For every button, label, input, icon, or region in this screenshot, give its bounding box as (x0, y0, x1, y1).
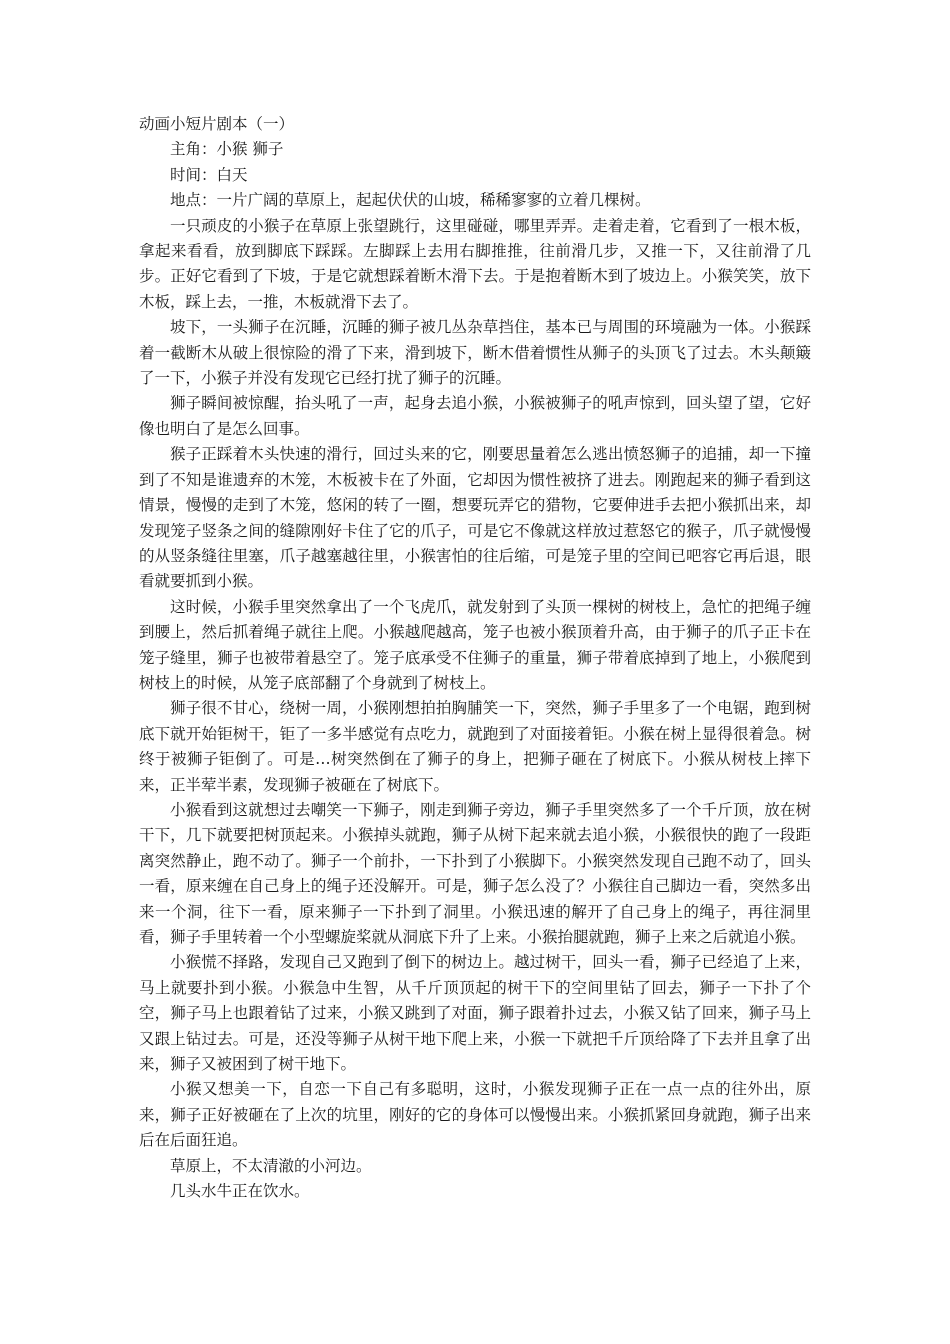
paragraph: 草原上，不太清澈的小河边。 (170, 1156, 372, 1175)
script-title: 动画小短片剧本（一） (139, 115, 295, 133)
paragraph: 小猴慌不择路，发现自己又跑到了倒下的树边上。越过树干，回头一看，狮子已经追了上来，马上就要扑到小猴。小猴急中生智，从千斤顶顶起的树干下的空间里钻了回去，狮子一下扑了个空，狮子马上也跟着钻了过来，小猴又跳到了对面，狮子跟着扑过去，小猴又钻了回来，狮子马上又跟上钻过去。可是，还没等狮子从树干地下爬上来，小猴一下就把千斤顶给降了下去并且拿了出来，狮子又被困到了树干地下。 (139, 953, 811, 1074)
time-line: 时间：白天 (170, 165, 248, 184)
paragraph: 几头水牛正在饮水。 (170, 1182, 310, 1201)
paragraph: 狮子很不甘心，绕树一周，小猴刚想拍拍胸脯笑一下，突然，狮子手里多了一个电锯，跑到树底下就开始钜树干，钜了一多半感觉有点吃力，就跑到了对面接着钜。小猴在树上显得很着急。树终于被狮子钜倒了。可是…树突然倒在了狮子的身上，把狮子砸在了树底下。小猴从树枝上摔下来，正半荤半素，发现狮子被砸在了树底下。 (139, 699, 811, 794)
place-line: 地点：一片广阔的草原上，起起伏伏的山坡，稀稀寥寥的立着几棵树。 (170, 191, 651, 210)
paragraph: 猴子正踩着木头快速的滑行，回过头来的它，刚要思量着怎么逃出愤怒狮子的追捕，却一下撞到了不知是谁遗弃的木笼，木板被卡在了外面，它却因为惯性被挤了进去。刚跑起来的狮子看到这情景，慢慢的走到了木笼，悠闲的转了一圈，想要玩弄它的猎物，它要伸进手去把小猴抓出来，却发现笼子竖条之间的缝隙刚好卡住了它的爪子，可是它不像就这样放过惹怒它的猴子，爪子就慢慢的从竖条缝往里塞，爪子越塞越往里，小猴害怕的往后缩，可是笼子里的空间已吧容它再后退，眼看就要抓到小猴。 (139, 445, 811, 591)
protagonists-line: 主角：小猴 狮子 (170, 140, 284, 159)
paragraph: 一只顽皮的小猴子在草原上张望跳行，这里碰碰，哪里弄弄。走着走着，它看到了一根木板，拿起来看看，放到脚底下踩踩。左脚踩上去用右脚推推，往前滑几步，又推一下，又往前滑了几步。正好它看到了下坡，于是它就想踩着断木滑下去。于是抱着断木到了坡边上。小猴笑笑，放下木板，踩上去，一推，木板就滑下去了。 (139, 216, 811, 311)
paragraph: 这时候，小猴手里突然拿出了一个飞虎爪，就发射到了头顶一棵树的树枝上，急忙的把绳子缠到腰上，然后抓着绳子就往上爬。小猴越爬越高，笼子也被小猴顶着升高，由于狮子的爪子正卡在笼子缝里，狮子也被带着悬空了。笼子底承受不住狮子的重量，狮子带着底掉到了地上，小猴爬到树枝上的时候，从笼子底部翻了个身就到了树枝上。 (139, 597, 811, 692)
paragraph: 小猴看到这就想过去嘲笑一下狮子，刚走到狮子旁边，狮子手里突然多了一个千斤顶，放在树干下，几下就要把树顶起来。小猴掉头就跑，狮子从树下起来就去追小猴，小猴很快的跑了一段距离突然静止，跑不动了。狮子一个前扑，一下扑到了小猴脚下。小猴突然发现自己跑不动了，回头一看，原来缠在自己身上的绳子还没解开。可是，狮子怎么没了？小猴往自己脚边一看，突然多出来一个洞，往下一看，原来狮子一下扑到了洞里。小猴迅速的解开了自己身上的绳子，再往洞里看，狮子手里转着一个小型螺旋桨就从洞底下升了上来。小猴抬腿就跑，狮子上来之后就追小猴。 (139, 800, 811, 946)
paragraph: 小猴又想美一下，自恋一下自己有多聪明，这时，小猴发现狮子正在一点一点的往外出，原来，狮子正好被砸在了上次的坑里，刚好的它的身体可以慢慢出来。小猴抓紧回身就跑，狮子出来后在后面狂追。 (139, 1080, 811, 1150)
paragraph: 坡下，一头狮子在沉睡，沉睡的狮子被几丛杂草挡住，基本已与周围的环境融为一体。小猴踩着一截断木从破上很惊险的滑了下来，滑到坡下，断木借着惯性从狮子的头顶飞了过去。木头颠簸了一下，小猴子并没有发现它已经打扰了狮子的沉睡。 (139, 318, 811, 388)
document-page (139, 112, 811, 1204)
paragraph: 狮子瞬间被惊醒，抬头吼了一声，起身去追小猴，小猴被狮子的吼声惊到，回头望了望，它好像也明白了是怎么回事。 (139, 394, 811, 438)
